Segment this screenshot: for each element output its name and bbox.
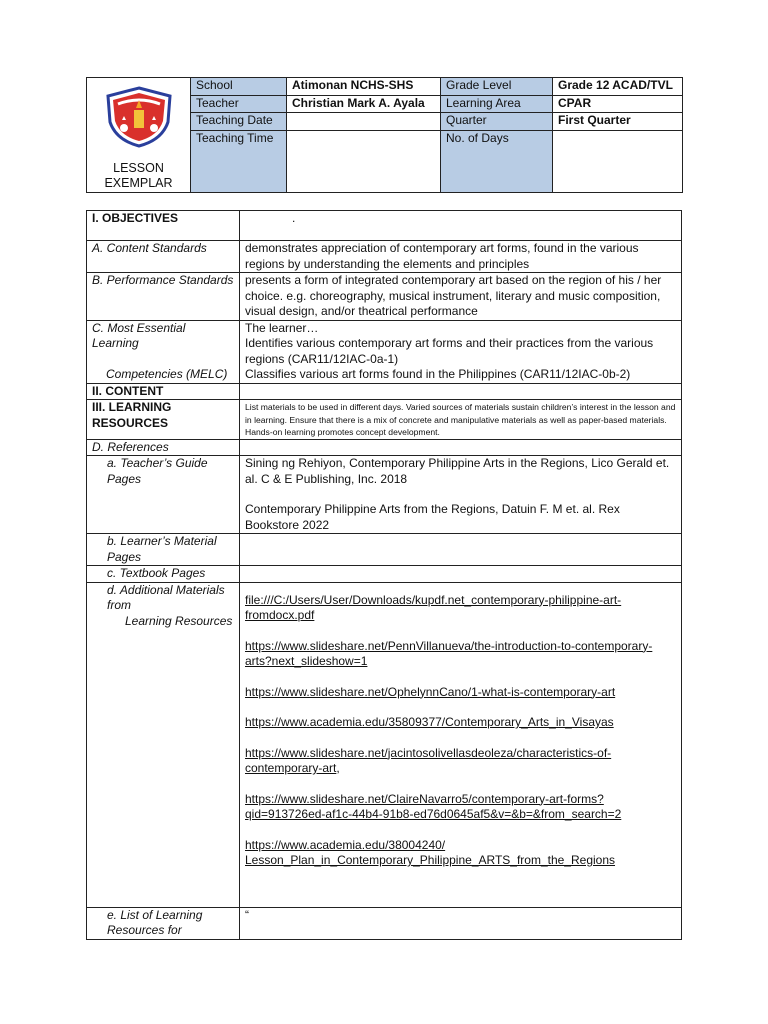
- teachers-guide-ref-1: Sining ng Rehiyon, Contemporary Philippine Arts in the Regions, Lico Gerald et. al. C & E Publishing, Inc. 2018: [245, 456, 670, 486]
- resource-link-5-wrap: [245, 746, 676, 777]
- performance-standards-text: presents a form of integrated contemporary art based on the region of his / her choice. e.g. choreography, musical instrument, literary and music composition, visual design, and/or theatrical performance: [240, 273, 682, 321]
- logo-cell: [87, 78, 191, 193]
- performance-standards-label: B. Performance Standards: [87, 273, 240, 321]
- resource-link-1[interactable]: file:///C:/Users/User/Downloads/kupdf.net_contemporary-philippine-art-fromdocx.pdf: [245, 592, 622, 622]
- quarter-value: First Quarter: [553, 113, 683, 131]
- teaching-date-label: Teaching Date: [191, 113, 287, 131]
- lesson-exemplar-title: LESSON EXEMPLAR: [104, 160, 173, 190]
- objectives-value: .: [240, 211, 682, 241]
- melc-label-line-2: Competencies (MELC): [106, 366, 228, 381]
- melc-label-line-1: C. Most Essential Learning: [92, 320, 186, 350]
- additional-materials-label-line-2: Learning Resources: [125, 613, 233, 628]
- references-label: D. References: [87, 439, 240, 456]
- no-of-days-label: No. of Days: [441, 130, 553, 192]
- melc-text: [240, 320, 682, 383]
- resource-link-2[interactable]: https://www.slideshare.net/PennVillanueva/the-introduction-to-contemporary-arts?next_slideshow=1: [245, 638, 653, 668]
- content-standards-text: demonstrates appreciation of contemporary art forms, found in the various regions by understanding the elements and principles: [240, 241, 682, 273]
- additional-materials-label-line-1: d. Additional Materials from: [107, 582, 225, 612]
- teachers-guide-text: [240, 456, 682, 534]
- learners-material-label: b. Learner’s Material Pages: [87, 534, 240, 566]
- references-value: [240, 439, 682, 456]
- list-of-resources-value: “: [240, 907, 682, 939]
- grade-level-label: Grade Level: [441, 78, 553, 96]
- melc-label: [87, 320, 240, 383]
- content-value: [240, 383, 682, 400]
- school-label: School: [191, 78, 287, 96]
- content-standards-label: A. Content Standards: [87, 241, 240, 273]
- textbook-pages-label: c. Textbook Pages: [87, 566, 240, 583]
- resource-link-5-suffix: ,: [336, 761, 340, 775]
- melc-item-1: Identifies various contemporary art forms and their practices from the various regions (CAR11/12IAC-0a-1): [245, 336, 654, 366]
- teaching-date-value: [287, 113, 441, 131]
- teachers-guide-ref-2: Contemporary Philippine Arts from the Regions, Datuin F. M et. al. Rex Bookstore 2022: [245, 502, 620, 532]
- learning-area-label: Learning Area: [441, 95, 553, 113]
- melc-item-2: Classifies various art forms found in the Philippines (CAR11/12IAC-0b-2): [245, 367, 631, 381]
- teachers-guide-label: a. Teacher’s Guide Pages: [87, 456, 240, 534]
- learning-resources-heading: III. LEARNING RESOURCES: [87, 400, 240, 440]
- additional-materials-label: [87, 582, 240, 907]
- teaching-time-label: Teaching Time: [191, 130, 287, 192]
- teacher-label: Teacher: [191, 95, 287, 113]
- no-of-days-value: [553, 130, 683, 192]
- teaching-time-value: [287, 130, 441, 192]
- school-seal-icon: [104, 86, 174, 148]
- teacher-value: Christian Mark A. Ayala: [287, 95, 441, 113]
- content-heading: II. CONTENT: [87, 383, 240, 400]
- resource-link-5[interactable]: https://www.slideshare.net/jacintosolivellasdeoleza/characteristics-of-contemporary-art: [245, 745, 612, 775]
- resource-link-3[interactable]: https://www.slideshare.net/OphelynnCano/1-what-is-contemporary-art: [245, 684, 616, 699]
- school-value: Atimonan NCHS-SHS: [287, 78, 441, 96]
- resource-link-4[interactable]: https://www.academia.edu/35809377/Contemporary_Arts_in_Visayas: [245, 715, 614, 729]
- learners-material-value: [240, 534, 682, 566]
- grade-level-value: Grade 12 ACAD/TVL: [553, 78, 683, 96]
- lesson-exemplar-sheet: [86, 77, 682, 940]
- lesson-table: [86, 210, 682, 940]
- objectives-heading: I. OBJECTIVES: [87, 211, 240, 241]
- list-of-resources-label: e. List of Learning Resources for: [87, 907, 240, 939]
- header-table: [86, 77, 683, 193]
- resource-link-7[interactable]: https://www.academia.edu/38004240/ Lesson_Plan_in_Contemporary_Philippine_ARTS_from_the_Regions: [245, 837, 616, 867]
- additional-materials-links: [240, 582, 682, 907]
- textbook-pages-value: [240, 566, 682, 583]
- melc-intro: The learner…: [245, 320, 319, 335]
- learning-area-value: CPAR: [553, 95, 683, 113]
- quarter-label: Quarter: [441, 113, 553, 131]
- learning-resources-note: List materials to be used in different days. Varied sources of materials sustain children’s interest in the lesson and in learning. Ensure that there is a mix of concrete and manipulative materials as well as paper-based materials. Hands-on learning promotes concept development.: [240, 400, 682, 440]
- resource-link-6[interactable]: https://www.slideshare.net/ClaireNavarro5/contemporary-art-forms?qid=913726ed-af1c-44b4-91b8-ed76d0645af5&v=&b=&from_search=2: [245, 791, 622, 821]
